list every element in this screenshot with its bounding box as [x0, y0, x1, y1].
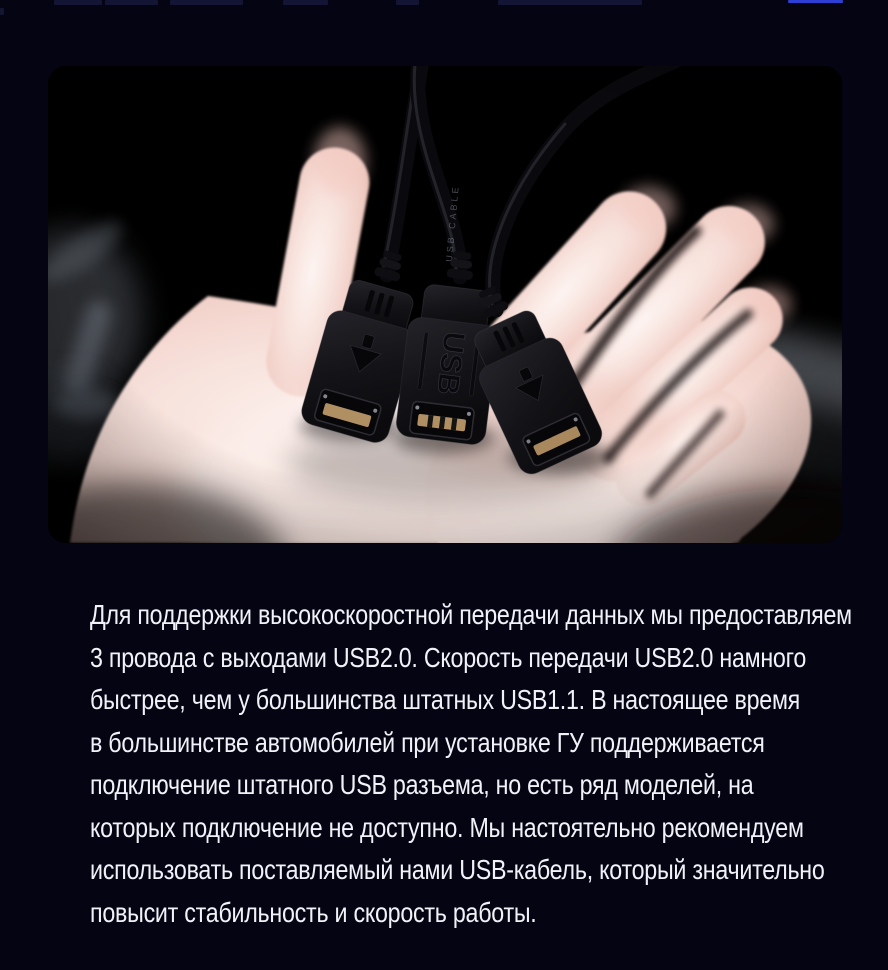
product-description [90, 594, 852, 934]
cropped-text-fragment [396, 0, 419, 5]
description-line-5: подключение штатного USB разъема, но есть ряд моделей, на [90, 769, 754, 800]
description-line-1: Для поддержки высокоскоростной передачи данных мы предоставляем [90, 599, 852, 630]
description-line-3: быстрее, чем у большинства штатных USB1.1. В настоящее время [90, 684, 801, 715]
description-line-4: в большинстве автомобилей при установке ГУ поддерживается [90, 726, 765, 758]
description-line-7: использовать поставляемый нами USB-кабель, который значительно [90, 854, 825, 885]
cropped-text-fragment [105, 0, 158, 5]
description-line-2: 3 провода с выходами USB2.0. Скорость передачи USB2.0 намного [90, 641, 807, 673]
top-right-blue-indicator [788, 0, 843, 3]
cropped-text-fragment [283, 0, 328, 5]
description-line-6: которых подключение не доступно. Мы настоятельно рекомендуем [90, 811, 804, 843]
cropped-text-fragment [54, 0, 102, 5]
cropped-text-fragment [170, 0, 243, 5]
product-photo[interactable] [48, 66, 842, 543]
cropped-text-fragment [498, 0, 642, 5]
description-line-8: повысит стабильность и скорость работы. [90, 896, 537, 928]
cropped-text-fragment [0, 8, 4, 15]
hand-with-usb-connectors-photo [48, 66, 842, 543]
photo-vignette [48, 66, 842, 543]
